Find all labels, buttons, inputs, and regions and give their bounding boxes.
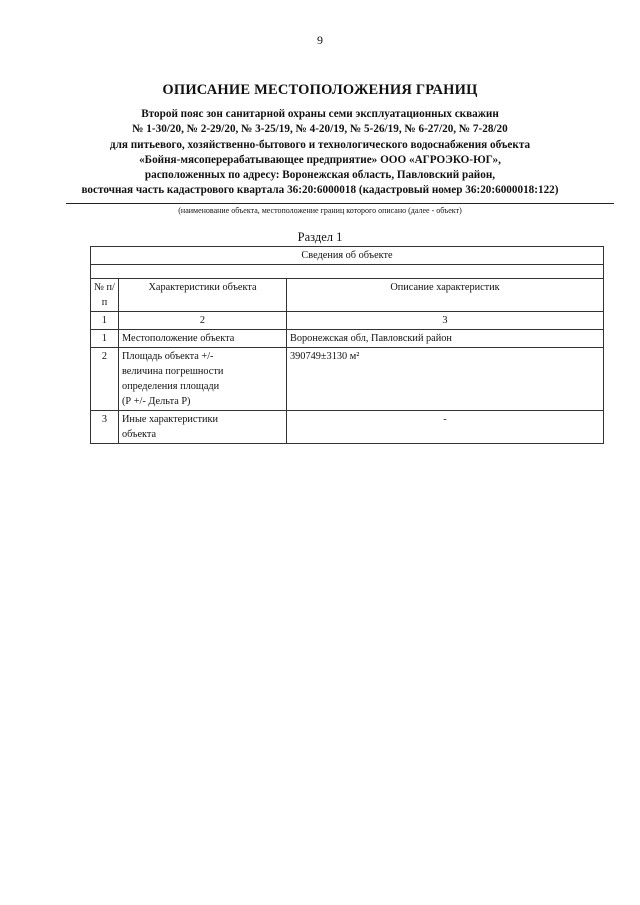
row-number: 1 xyxy=(91,330,119,348)
table-caption: Сведения об объекте xyxy=(91,247,604,265)
row-number: 2 xyxy=(91,348,119,411)
table-spacer-row xyxy=(91,265,604,279)
header-cell: Характеристики объекта xyxy=(119,279,287,312)
row-characteristic: Местоположение объекта xyxy=(119,330,287,348)
subtitle-line: Второй пояс зон санитарной охраны семи эксплуатационных скважин xyxy=(141,108,499,120)
row-description: - xyxy=(287,411,604,444)
subtitle-line: для питьевого, хозяйственно-бытового и технологического водоснабжения объекта xyxy=(109,138,531,151)
object-info-table xyxy=(90,246,604,444)
row-number: 3 xyxy=(91,411,119,444)
object-caption: (наименование объекта, местоположение границ которого описано (далее - объект) xyxy=(178,206,462,215)
subtitle-line: восточная часть кадастрового квартала 36:20:6000018 (кадастровый номер 36:20:6000018:122) xyxy=(81,184,559,197)
header-cell: № п/п xyxy=(91,279,119,312)
index-cell: 1 xyxy=(91,312,119,330)
table-header-row xyxy=(91,279,604,312)
divider xyxy=(66,203,614,204)
index-cell: 3 xyxy=(287,312,604,330)
object-description xyxy=(40,107,600,199)
table-index-row xyxy=(91,312,604,330)
subtitle-line: «Бойня-мясоперерабатывающее предприятие» ООО «АГРОЭКО-ЮГ», xyxy=(139,153,501,166)
row-characteristic: Иные характеристики объекта xyxy=(119,411,287,444)
page-number: 9 xyxy=(317,33,323,47)
row-characteristic: Площадь объекта +/- величина погрешности определения площади (Р +/- Дельта Р) xyxy=(119,348,287,411)
row-description: 390749±3130 м² xyxy=(287,348,604,411)
subtitle-line: расположенных по адресу: Воронежская область, Павловский район, xyxy=(144,169,496,182)
table-row xyxy=(91,348,604,411)
row-description: Воронежская обл, Павловский район xyxy=(287,330,604,348)
document-title: ОПИСАНИЕ МЕСТОПОЛОЖЕНИЯ ГРАНИЦ xyxy=(162,82,478,98)
table-row xyxy=(91,411,604,444)
table-row xyxy=(91,330,604,348)
section-title: Раздел 1 xyxy=(297,230,343,244)
index-cell: 2 xyxy=(119,312,287,330)
subtitle-line: № 1-30/20, № 2-29/20, № 3-25/19, № 4-20/19, № 5-26/19, № 6-27/20, № 7-28/20 xyxy=(132,123,508,136)
header-cell: Описание характеристик xyxy=(287,279,604,312)
